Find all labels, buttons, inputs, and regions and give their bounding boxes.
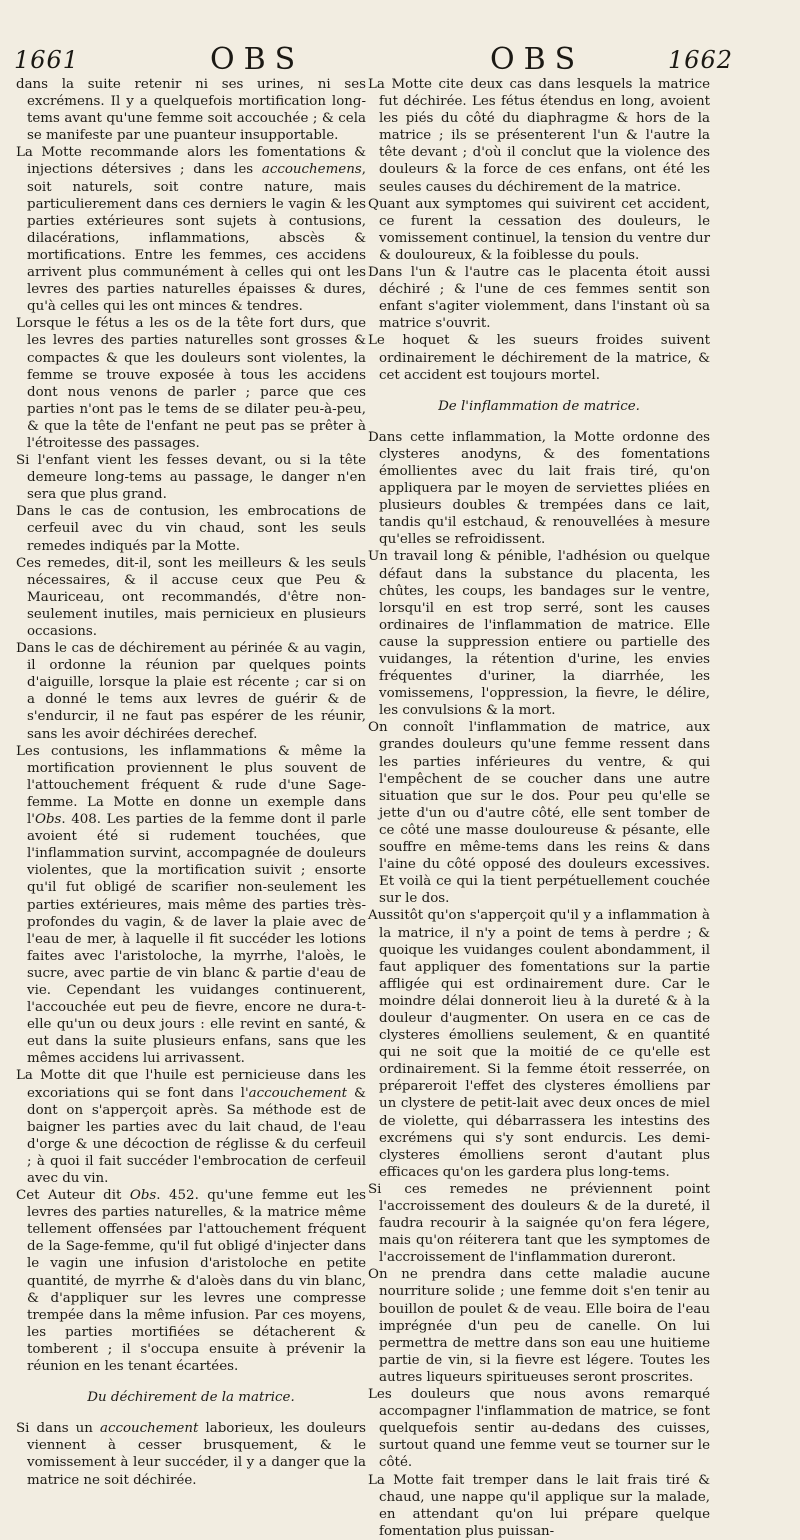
text-run: La Motte cite deux cas dans lesquels la matrice fut déchirée. Les fétus étendus en long, avoient les piés du côté du diaphragme & hors de la matrice ; ils se présenterent l'un & l'autre la tête devant ; d'où il conclut que la violence des douleurs & la force de ces enfans, ont été les seules causes du déchirement de la matrice. [368,77,710,195]
paragraph [368,76,710,196]
paragraph [368,1181,710,1266]
paragraph [368,1472,710,1540]
paragraph [16,144,366,315]
text-run: Quant aux symptomes qui suivirent cet accident, ce furent la cessation des douleurs, le vomissement continuel, la tension du ventre dur & douloureux, & la foiblesse du pouls. [368,196,710,263]
paragraph [16,1067,366,1187]
paragraph [368,1266,710,1386]
text-run: dans la suite retenir ni ses urines, ni ses excrémens. Il y a quelquefois mortification long-tems avant qu'une femme soit accouchée ; & cela se manifeste par une puanteur insupportable. [16,77,366,144]
text-run: , soit naturels, soit contre nature, mais particulierement dans ces derniers le vagin & les parties extérieures sont sujets à contusions, dilacérations, inflammations, abscès & mortifications. Entre les femmes, ces accidens arrivent plus communément à celles qui ont les levres des parties naturelles épaisses & dures, qu'à celles qui les ont minces & tendres. [27,162,366,315]
text-run: Lorsque le fétus a les os de la tête fort durs, que les levres des parties naturelles sont grosses & compactes & que les douleurs sont violentes, la femme se trouve exposée à tous les accidens dont nous venons de parler ; parce que ces parties n'ont pas le tems de se dilater peu-à-peu, & que la tête de l'enfant ne peut pas se prêter à l'étroitesse des passages. [16,316,366,451]
right-column [368,76,710,1540]
paragraph [16,555,366,640]
paragraph [16,452,366,503]
text-run: Dans le cas de contusion, les embrocations de cerfeuil avec du vin chaud, sont les seuls remedes indiqués par la Motte. [16,504,366,554]
text-run: Les douleurs que nous avons remarqué accompagner l'inflammation de matrice, se font quelquefois sentir au-dedans des cuisses, surtout quand une femme veut se tourner sur le côté. [368,1387,710,1471]
paragraph [368,548,710,719]
italic-text: Du déchirement de la matrice. [87,1390,295,1406]
text-run: . 452. qu'une femme eut les levres des parties naturelles, & la matrice même tellement offensées par l'attouchement fréquent de la Sage-femme, qu'il fut obligé d'injecter dans le vagin une infusion d'aristoloche en petite quantité, de myrrhe & d'aloès dans du vin blanc, & d'appliquer sur les levres une compresse trempée dans la même infusion. Par ces moyens, les parties mortifiées se détacherent & tomberent ; il s'occupa ensuite à prévenir la réunion en les tenant écartées. [27,1188,366,1375]
italic-text: Obs [129,1188,157,1204]
paragraph [16,503,366,554]
text-run: Dans l'un & l'autre cas le placenta étoit aussi déchiré ; & l'une de ces femmes sentit son enfant s'agiter violemment, dans l'instant où sa matrice s'ouvrit. [368,265,710,332]
section-heading [16,1389,366,1406]
paragraph [368,719,710,907]
text-run: Si l'enfant vient les fesses devant, ou si la tête demeure long-tems au passage, le danger n'en sera que plus grand. [16,453,366,503]
paragraph [368,196,710,264]
page-number-right: 1662 [668,46,734,74]
text-run: La Motte fait tremper dans le lait frais tiré & chaud, une nappe qu'il applique sur la malade, en attendant qu'on lui prépare quelque fomentation plus puissan- [368,1472,710,1539]
italic-text: accouchemens [261,162,362,178]
text-run: Dans le cas de déchirement au périnée & au vagin, il ordonne la réunion par quelques points d'aiguille, lorsque la plaie est récente ; car si on a donné le tems aux levres de guérir & de s'endurcir, il ne faut pas espérer de les réunir, sans les avoir déchirées derechef. [16,641,366,742]
italic-text: accouchement [248,1085,347,1101]
paragraph [16,640,366,743]
page-number-left: 1661 [14,46,80,74]
text-run: Si dans un [16,1421,101,1437]
paragraph [16,1187,366,1375]
text-run: laborieux, les douleurs viennent à cesser brusquement, & le vomissement à leur succéder, il y a danger que la matrice ne soit déchirée. [27,1421,367,1488]
text-run: Ces remedes, dit-il, sont les meilleurs & les seuls nécessaires, & il accuse ceux que Peu & Mauriceau, ont recommandés, d'être non-seulement inutiles, mais pernicieux en plusieurs occasions. [16,555,366,639]
paragraph [16,76,366,144]
running-header [0,42,800,78]
paragraph [368,907,710,1181]
text-run: & dont on s'apperçoit après. Sa méthode est de baigner les parties avec du lait chaud, de l'eau d'orge & une décoction de réglisse & du cerfeuil ; à quoi il fait succéder l'embrocation de cerfeuil avec du vin. [27,1085,366,1186]
paragraph [368,332,710,383]
text-run: La Motte recommande alors les fomentations & injections détersives ; dans les [16,145,366,178]
text-run: Un travail long & pénible, l'adhésion ou quelque défaut dans la substance du placenta, les chûtes, les coups, les bandages sur le ventre, lorsqu'il en est trop serré, sont les causes ordinaires de l'inflammation de matrice. Elle cause la suppression entiere ou partielle des vuidanges, la rétention d'urine, les envies fréquentes d'uriner, la diarrhée, les vomissemens, l'oppression, la fievre, le délire, les convulsions & la mort. [368,549,710,719]
text-run: Si ces remedes ne préviennent point l'accroissement des douleurs & de la dureté, il faudra recourir à la saignée qu'on fera légere, mais qu'on réiterera tant que les symptomes de l'accroissement de l'inflammation dureront. [368,1181,710,1266]
italic-text: Obs [34,812,62,828]
text-run: Dans cette inflammation, la Motte ordonne des clysteres anodyns, & des fomentations émollientes avec du lait frais tiré, qu'on appliquera par le moyen de serviettes pliées en plusieurs doubles & trempées dans ce lait, tandis qu'il estchaud, & renouvellées à mesure qu'elles se refroidissent. [368,429,710,548]
text-run: . 408. Les parties de la femme dont il parle avoient été si rudement touchées, que l'inflammation survint, accompagnée de douleurs violentes, que la mortification suivit ; ensorte qu'il fut obligé de scarifier non-seulement les parties extérieures, mais même des parties très-profondes du vagin, & de laver la plaie avec de l'eau de mer, à laquelle il fit succéder les lotions faites avec l'aristoloche, la myrrhe, l'aloès, le sucre, avec partie de vin blanc & partie d'eau de vie. Cependant les vuidanges continuerent, l'accouchée eut peu de fievre, encore ne dura-t-elle qu'un ou deux jours : elle revint en santé, & eut dans la suite plusieurs enfans, sans que les mêmes accidens lui arrivassent. [27,812,366,1067]
text-run: Les contusions, les inflammations & même la mortification proviennent le plus souvent de l'attouchement fréquent & rude d'une Sage-femme. La Motte en donne un exemple dans l' [16,743,366,828]
italic-text: accouchement [100,1421,199,1437]
paragraph [368,429,710,549]
text-run: La Motte dit que l'huile est pernicieuse dans les excoriations qui se font dans l' [16,1068,366,1101]
italic-text: De l'inflammation de matrice. [438,398,640,414]
paragraph [368,1386,710,1471]
text-run: On connoît l'inflammation de matrice, aux grandes douleurs qu'une femme ressent dans les parties inférieures du ventre, & qui l'empêchent de se coucher dans une autre situation que sur le dos. Pour peu qu'elle se jette d'un ou d'autre côté, elle sent tomber de ce côté une masse douloureuse & pésante, elle souffre en même-tems dans les reins & dans l'aine du côté opposé des douleurs excessives. Et voilà ce qui la tient perpétuellement couchée sur le dos. [368,720,710,907]
paragraph [16,1420,366,1488]
section-heading [368,398,710,415]
paragraph [16,315,366,452]
text-run: Le hoquet & les sueurs froides suivent ordinairement le déchirement de la matrice, & cet accident est toujours mortel. [368,333,710,383]
paragraph [16,743,366,1068]
text-run: Aussitôt qu'on s'apperçoit qu'il y a inflammation à la matrice, il n'y a point de tems à perdre ; & quoique les vuidanges coulent abondamment, il faut appliquer des fomentations sur la partie affligée qui est ordinairement dure. Car le moindre délai donneroit lieu à la dureté & à la douleur d'augmenter. On usera en ce cas de clysteres émolliens seulement, & en quantité qui ne soit que la moitié de ce qu'elle est ordinairement. Si la femme étoit resserrée, on prépareroit l'effet des clysteres émolliens par un clystere de petit-lait avec deux onces de miel de violette, qui débarrassera les intestins des excrémens qui s'y sont endurcis. Les demi-clysteres émolliens seront d'autant plus efficaces qu'on les gardera plus long-tems. [368,908,710,1180]
text-run: On ne prendra dans cette maladie aucune nourriture solide ; une femme doit s'en tenir au bouillon de poulet & de veau. Elle boira de l'eau imprégnée d'un peu de canelle. On lui permettra de mettre dans son eau une huitieme partie de vin, si la fievre est légere. Toutes les autres liqueurs spiritueuses seront proscrites. [368,1267,710,1385]
paragraph [368,264,710,332]
running-title-right: OBS [490,42,585,77]
left-column [16,76,366,1489]
running-title-left: OBS [210,42,305,77]
text-run: Cet Auteur dit [16,1188,130,1204]
